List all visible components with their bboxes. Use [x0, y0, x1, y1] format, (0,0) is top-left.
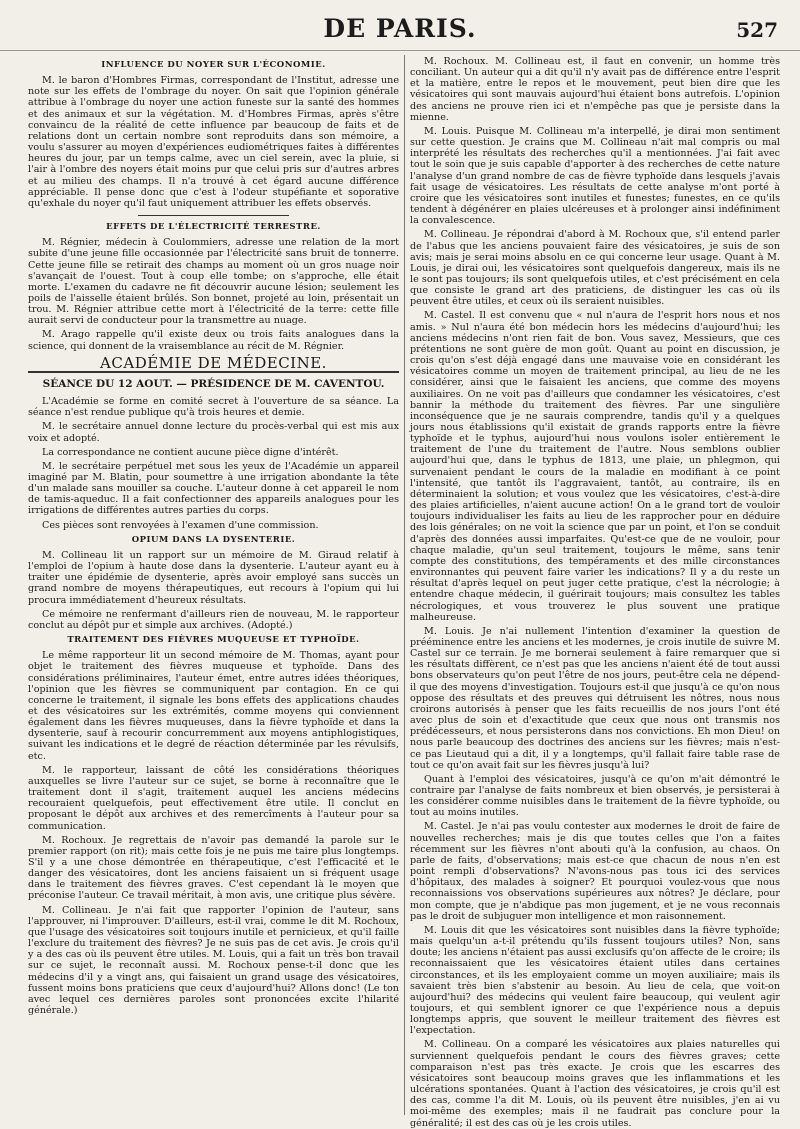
paragraph: Quant à l'emploi des vésicatoires, jusqu'à ce qu'on m'ait démontré le contraire par l'analyse de faits nombreux et bien observés, je persisterai à les considérer comme nuisibles dans le traitement de la fièvre typhoïde, ou tout au moins inutiles.	[410, 773, 780, 819]
paragraph: M. Collineau. Je n'ai fait que rapporter l'opinion de l'auteur, sans l'approuver, ni l'improuver. D'ailleurs, est-il vrai, comme le dit M. Rochoux, que l'usage des vésicatoires soit toujours inutile et pernicieux, et qu'il faille l'exclure du traitement des fièvres? Je ne suis pas de cet avis. Je crois qu'il y a des cas où ils peuvent être utiles. M. Louis, qui a fait un très bon travail sur ce sujet, le reconnaît aussi. M. Rochoux pense-t-il donc que les médecins d'il y a vingt ans, qui faisaient un grand usage des vésicatoires, fussent moins bons praticiens que ceux d'aujourd'hui? Allons donc! (Le ton avec lequel ces dernières paroles sont prononcées excite l'hilarité générale.)	[28, 904, 399, 1017]
paragraph: M. Régnier, médecin à Coulommiers, adresse une relation de la mort subite d'une jeune fille occasionnée par l'électricité sans bruit de tonnerre. Cette jeune fille se retirait des champs au moment où un gros nuage noir s'avançait de l'ouest. Tout à coup elle tombe; on s'approche, elle était morte. L'examen du cadavre ne fit découvrir aucune lésion; seulement les poils de l'aisselle étaient brûlés. Son bonnet, projeté au loin, présentait un trou. M. Régnier attribue cette mort à l'électricité de la terre: cette fille aurait servi de conducteur pour la transmettre au nuage.	[28, 237, 399, 327]
paragraph: M. Collineau lit un rapport sur un mémoire de M. Giraud relatif à l'emploi de l'opium à haute dose dans la dysenterie. L'auteur ayant eu à traiter une épidémie de dysenterie, après avoir employé sans succès un grand nombre de moyens thérapeutiques, eut recours à l'opium qui lui procura immédiatement d'heureux résultats.	[28, 549, 399, 606]
section-rule	[138, 215, 289, 216]
paragraph: M. Louis. Je n'ai nullement l'intention d'examiner la question de prééminence entre les anciens et les modernes, je crois inutile de suivre M. Castel sur ce terrain. Je me bornerai seulement à faire remarquer que si les résultats diffèrent, ce n'est pas que les anciens n'aient été de tout aussi bons observateurs qu'on peut l'être de nos jours, peut-être cela ne dépend-il que des moyens d'investigation. Toujours est-il que jusqu'à ce qu'on nous oppose des résultats et des preuves qui détruisent les nôtres, nous nous croirons autorisés à penser que les faits recueillis de nos jours l'ont été avec plus de soin et d'exactitude que ceux que nous ont transmis nos prédécesseurs, et nous persisterons dans nos convictions. Eh mon Dieu! on nous parle beaucoup des doctrines des anciens sur les fièvres; mais n'est-ce pas Lieutaud qui a dit, il y a longtemps, qu'il fallait faire table rase de tout ce qu'on avait fait sur les fièvres jusqu'à lui?	[410, 625, 780, 771]
paragraph: M. le baron d'Hombres Firmas, correspondant de l'Institut, adresse une note sur les effets de l'ombrage du noyer. On sait que l'opinion générale attribue à l'ombrage du noyer une action funeste sur la santé des hommes et des animaux et sur la végétation. M. d'Hombres Firmas, après s'être convaincu de la réalité de cette influence par beaucoup de faits et de relations dont un certain nombre sont reproduits dans son mémoire, a voulu s'assurer au moyen d'expériences eudiométriques faites à différentes heures du jour, par un temps calme, avec un ciel serein, avec la pluie, si l'air à l'ombre des noyers était moins pur que celui pris sur d'autres arbres et au milieu des champs. Il n'a trouvé à cet égard aucune différence appréciable. Il pense donc que c'est à l'odeur stupéfiante et soporative qu'exhale du noyer qu'il faut uniquement attribuer les effets observés.	[28, 75, 399, 209]
section-heading-noyer: INFLUENCE DU NOYER SUR L'ÉCONOMIE.	[101, 60, 326, 70]
paragraph: Ces pièces sont renvoyées à l'examen d'une commission.	[42, 519, 319, 531]
section-heading-opium: OPIUM DANS LA DYSENTERIE.	[131, 534, 296, 545]
masthead	[0, 0, 800, 51]
paragraph: M. Rochoux. Je regrettais de n'avoir pas demandé la parole sur le premier rapport (on rit); mais cette fois je ne puis me taire plus longtemps. S'il y a une chose démontrée en thérapeutique, c'est l'efficacité et le danger des vésicatoires, dont les anciens faisaient un si fréquent usage dans le traitement des fièvres graves. C'est cependant là le moyen que préconise l'auteur. Ce travail méritait, à mon avis, une critique plus sévère.	[28, 834, 399, 902]
left-column	[28, 56, 399, 1112]
page-number: 527	[736, 18, 778, 42]
paragraph: Le même rapporteur lit un second mémoire de M. Thomas, ayant pour objet le traitement des fièvres muqueuse et typhoïde. Dans des considérations préliminaires, l'auteur émet, entre autres idées théoriques, l'opinion que les fièvres se communiquent par contagion. En ce qui concerne le traitement, il signale les bons effets des applications chaudes et des vésicatoires sur les extrémités, comme moyens qui conviennent également dans les fièvres muqueuses, dans la fièvre typhoïde et dans la dysenterie, sauf à recourir concurremment aux moyens antiphlogistiques, suivant les indications et le degré de réaction déterminée par les révulsifs, etc.	[28, 650, 399, 762]
paragraph: L'Académie se forme en comité secret à l'ouverture de sa séance. La séance n'est rendue publique qu'à trois heures et demie.	[28, 396, 399, 419]
paragraph: La correspondance ne contient aucune pièce digne d'intérêt.	[42, 446, 339, 458]
paragraph: M. Rochoux. M. Collineau est, il faut en convenir, un homme très conciliant. Un auteur qui a dit qu'il n'y avait pas de différence entre l'esprit et la matière, entre le repos et le mouvement, peut bien dire que les vésicatoires qui sont mauvais aujourd'hui étaient bons autrefois. L'opinion des anciens ne prouve rien ici et n'empêche pas que je persiste dans la mienne.	[410, 56, 780, 123]
newspaper-title: DE PARIS.	[323, 14, 477, 43]
section-heading-fievres: TRAITEMENT DES FIÈVRES MUQUEUSE ET TYPHOÏDE.	[67, 635, 360, 646]
right-column	[410, 56, 780, 1129]
paragraph: M. Collineau. On a comparé les vésicatoires aux plaies naturelles qui surviennent quelquefois pendant le cours des fièvres graves; cette comparaison n'est pas très exacte. Je crois que les escarres des vésicatoires sont beaucoup moins graves que les inflammations et les ulcérations spontanées. Quant à l'action des vésicatoires, je crois qu'il est des cas, comme l'a dit M. Louis, où ils peuvent être nuisibles, j'en ai vu moi-même des exemples; mais il ne faudrait pas conclure pour la généralité; il est des cas où je les crois utiles.	[410, 1039, 780, 1129]
paragraph: M. Louis dit que les vésicatoires sont nuisibles dans la fièvre typhoïde; mais quelqu'un a-t-il prétendu qu'ils fussent toujours utiles? Non, sans doute; les anciens n'étaient pas aussi exclusifs qu'on affecte de le croire; ils reconnaissaient que les vésicatoires étaient utiles dans certaines circonstances, et ils les employaient comme un moyen auxiliaire; mais ils savaient très bien s'abstenir au besoin. Au lieu de cela, que voit-on aujourd'hui? des médecins qui veulent faire beaucoup, qui veulent agir toujours, et qui semblent ignorer ce que l'expérience nous a depuis longtemps appris, que souvent le meilleur traitement des fièvres est l'expectation.	[410, 924, 780, 1037]
session-heading: SÉANCE DU 12 AOUT. — PRÉSIDENCE DE M. CAVENTOU.	[42, 377, 385, 390]
paragraph: M. Arago rappelle qu'il existe deux ou trois faits analogues dans la science, qui donnent de la vraisemblance au récit de M. Régnier.	[28, 329, 399, 352]
paragraph: M. Louis. Puisque M. Collineau m'a interpellé, je dirai mon sentiment sur cette question. Je crains que M. Collineau n'ait mal compris ou mal interprété les résultats des recherches qu'il a mentionnées. J'ai fait avec tout le soin que je suis capable d'apporter à des recherches de cette nature l'analyse d'un grand nombre de cas de fièvre typhoïde dans lesquels j'avais fait usage de vésicatoires. Les résultats de cette analyse m'ont porté à croire que les vésicatoires sont inutiles et funestes; funestes, en ce qu'ils tendent à dégénérer en plaies ulcéreuses et à prolonger ainsi indéfiniment la convalescence.	[410, 125, 780, 227]
column-divider	[404, 55, 405, 1115]
academy-heading: ACADÉMIE DE MÉDECINE.	[28, 358, 399, 373]
paragraph: M. le secrétaire annuel donne lecture du procès-verbal qui est mis aux voix et adopté.	[28, 421, 399, 444]
section-heading-electricite: EFFETS DE L'ÉLECTRICITÉ TERRESTRE.	[106, 222, 321, 233]
paragraph: M. Castel. Je n'ai pas voulu contester aux modernes le droit de faire de nouvelles recherches; mais je dis que toutes celles que l'on a faites récemment sur les fièvres n'ont abouti qu'à la confusion, au chaos. On parle de faits, d'observations; mais est-ce que chacun de nous n'en est point rempli d'observations? N'avons-nous pas tous ici des services d'hôpitaux, des malades à soigner? Et pourquoi voulez-vous que nous reconnaissions vos observations supérieures aux nôtres? Je déclare, pour mon compte, que je n'abdique pas mon jugement, et je ne vous reconnais pas le droit de subjuguer mon intelligence et mon raisonnement.	[410, 821, 780, 922]
paragraph: M. le rapporteur, laissant de côté les considérations théoriques auxquelles se livre l'auteur sur ce sujet, se borne à reconnaître que le traitement dont il s'agit, traitement auquel les anciens médecins recouraient quelquefois, peut effectivement être utile. Il conclut en proposant le dépôt aux archives et des remercîments à l'auteur pour sa communication.	[28, 764, 399, 832]
paragraph: M. le secrétaire perpétuel met sous les yeux de l'Académie un appareil imaginé par M. Blatin, pour soumettre à une irrigation abondante la tête d'un malade sans mouiller sa couche. L'auteur donne à cet appareil le nom de tamis-aqueduc. Il a fait confectionner des appareils analogues pour les irrigations de différentes autres parties du corps.	[28, 460, 399, 517]
paragraph: M. Castel. Il est convenu que « nul n'aura de l'esprit hors nous et nos amis. » Nul n'aura été bon médecin hors les médecins d'aujourd'hui; les anciens médecins n'ont rien fait de bon. Vous savez, Messieurs, que ces prétentions ne sont guère de mon goût. Quant au point en discussion, je crois qu'on s'est déjà engagé dans une mauvaise voie en considérant les vésicatoires comme un moyen de traitement principal, au lieu de ne les considérer, ainsi que le faisaient les anciens, que comme des moyens auxiliaires. On ne voit pas d'ailleurs que condamner les vésicatoires, c'est bannir la méthode du traitement des fièvres. Par une singulière inconséquence que je ne saurais comprendre, tandis qu'il y a quelques jours nous établissions qu'il existait de grands rapports entre la fièvre typhoïde et le typhus, aujourd'hui nous voulons isoler entièrement le traitement de l'une du traitement de l'autre. Nous semblons oublier aujourd'hui que, dans le typhus de 1813, une plaie, un phlegmon, qui survenaient pendant le cours de la maladie en modifiant à ce point l'intensité, que tantôt ils l'aggravaient, tantôt, au contraire, ils en déterminaient la solution; et vous voulez que les vésicatoires, c'est-à-dire des plaies artificielles, n'aient aucune action! On a le grand tort de vouloir toujours individualiser les faits au lieu de les rapprocher pour en déduire des lois générales; on ne voit la science que par un point, et l'on se conduit d'après des données aussi imparfaites. Qu'est-ce que de ne vouloir, pour chaque maladie, qu'un seul traitement, toujours le même, sans tenir compte des constitutions, des tempéraments et des mille circonstances environnantes qui peuvent faire varier les indications? Il y a du reste un résultat d'après lequel on peut juger cette pratique, c'est la nécrologie; à entendre chaque médecin, il guérirait toujours; mais consultez les tables nécrologiques, et vous trouverez le plus souvent une pratique malheureuse.	[410, 310, 780, 623]
paragraph: Ce mémoire ne renfermant d'ailleurs rien de nouveau, M. le rapporteur conclut au dépôt pur et simple aux archives. (Adopté.)	[28, 608, 399, 631]
paragraph: M. Collineau. Je répondrai d'abord à M. Rochoux que, s'il entend parler de l'abus que les anciens pouvaient faire des vésicatoires, je suis de son avis; mais je serai moins absolu en ce qui concerne leur usage. Quant à M. Louis, je dirai oui, les vésicatoires sont quelquefois dangereux, mais ils ne le sont pas toujours; ils sont quelquefois utiles, et c'est précisément en cela que consiste le grand art des praticiens, de distinguer les cas où ils peuvent être utiles, et ceux où ils seraient nuisibles.	[410, 229, 780, 308]
